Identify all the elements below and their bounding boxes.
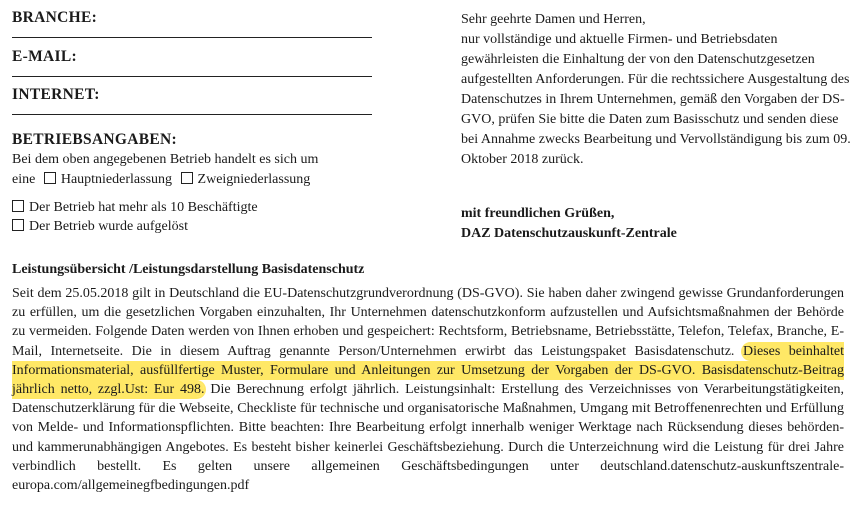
internet-input-line[interactable]: [12, 114, 372, 115]
leistung-title: Leistungsübersicht /Leistungsdarstellung Basisdatenschutz: [12, 262, 365, 277]
hauptniederlassung-checkbox[interactable]: [44, 172, 56, 184]
hauptniederlassung-label: Hauptniederlassung: [60, 172, 173, 187]
niederlassung-row: [12, 172, 310, 188]
leistung-paragraph: [12, 284, 844, 495]
beschaeftigte-row: [12, 200, 258, 216]
letter-closing-block: [461, 204, 677, 244]
leistung-text-after: Die Berechnung erfolgt jährlich. Leistungsinhalt: Erstellung des Verzeichnisses von Verarbeitungstätigkeiten, Datenschutzerklärung für die Webseite, Checkliste für technische und organisatorische Maßnahmen, Umgang mit Betroffenenrechten und Erfüllung von Melde- und Informationspflichten. Bitte beachten: Ihre Bearbeitung erfolgt innerhalb weniger Werktage nach Rücksendung dieses behörden- und kammerunabhängigen Angebotes. Es besteht bisher keinerlei Geschäftsbeziehung. Durch die Unterzeichnung wird die Leistung für drei Jahre verbindlich bestellt. Es gelten unsere allgemeinen Geschäftsbedingungen unter deutschland.datenschutz-auskunftszentrale-europa.com/allgemeinegfbedingungen.pdf: [12, 382, 844, 494]
betriebsangaben-title: BETRIEBSANGABEN:: [12, 131, 178, 148]
zweigniederlassung-label: Zweigniederlassung: [197, 172, 311, 187]
aufgeloest-row: [12, 219, 188, 235]
letter-sender: DAZ Datenschutzauskunft-Zentrale: [461, 226, 677, 241]
zweigniederlassung-checkbox[interactable]: [181, 172, 193, 184]
branche-input-line[interactable]: [12, 37, 372, 38]
leistung-text-before: Seit dem 25.05.2018 gilt in Deutschland die EU-Datenschutzgrundverordnung (DS-GVO). Sie haben daher zwingend gewisse Grundanforderungen zu erfüllen, um die gesetzlichen Vorgaben einzuhalten, Ihr Unternehmen datenschutzkonform aufzustellen und Aufsichtsmaßnahmen der Behörde zu vermeiden. Folgende Daten werden von Ihnen erhoben und gespeichert: Rechtsform, Betriebsname, Betriebsstätte, Telefon, Telefax, Branche, E-Mail, Internetseite. Die in diesem Auftrag genannte Person/Unternehmen erwirbt das Leistungspaket Basisdatenschutz.: [12, 286, 844, 359]
aufgeloest-label: Der Betrieb wurde aufgelöst: [29, 219, 188, 234]
letter-salutation: Sehr geehrte Damen und Herren,: [461, 12, 646, 27]
letter-closing: mit freundlichen Grüßen,: [461, 206, 615, 221]
beschaeftigte-checkbox[interactable]: [12, 200, 24, 212]
field-label-email: E-MAIL:: [12, 48, 77, 65]
beschaeftigte-label: Der Betrieb hat mehr als 10 Beschäftigte: [29, 200, 258, 215]
email-input-line[interactable]: [12, 76, 372, 77]
aufgeloest-checkbox[interactable]: [12, 219, 24, 231]
field-label-internet: INTERNET:: [12, 86, 100, 103]
leistung-highlighted-price: Dieses beinhaltet Informationsmaterial, ausfüllfertige Muster, Formulare und Anleitungen zur Umsetzung der Vorgaben der DS-GVO. Basisdatenschutz-Beitrag jährlich netto, zzgl.Ust: Eur 498.: [12, 343, 845, 398]
betriebsangaben-intro: Bei dem oben angegebenen Betrieb handelt es sich um: [12, 152, 319, 167]
field-label-branche: BRANCHE:: [12, 9, 98, 26]
letter-block: [461, 10, 856, 170]
letter-body: nur vollständige und aktuelle Firmen- und Betriebsdaten gewährleisten die Einhaltung der von den Datenschutzgesetzen aufgestellten Anforderungen. Für die rechtssichere Ausgestaltung des Datenschutzes in Ihrem Unternehmen, gemäß den Vorgaben der DS-GVO, prüfen Sie bitte die Daten zum Basisschutz und senden diese bei Annahme zwecks Bearbeitung und Vervollständigung bis zum 09. Oktober 2018 zurück.: [461, 32, 851, 167]
niederlassung-prefix: eine: [12, 172, 36, 187]
